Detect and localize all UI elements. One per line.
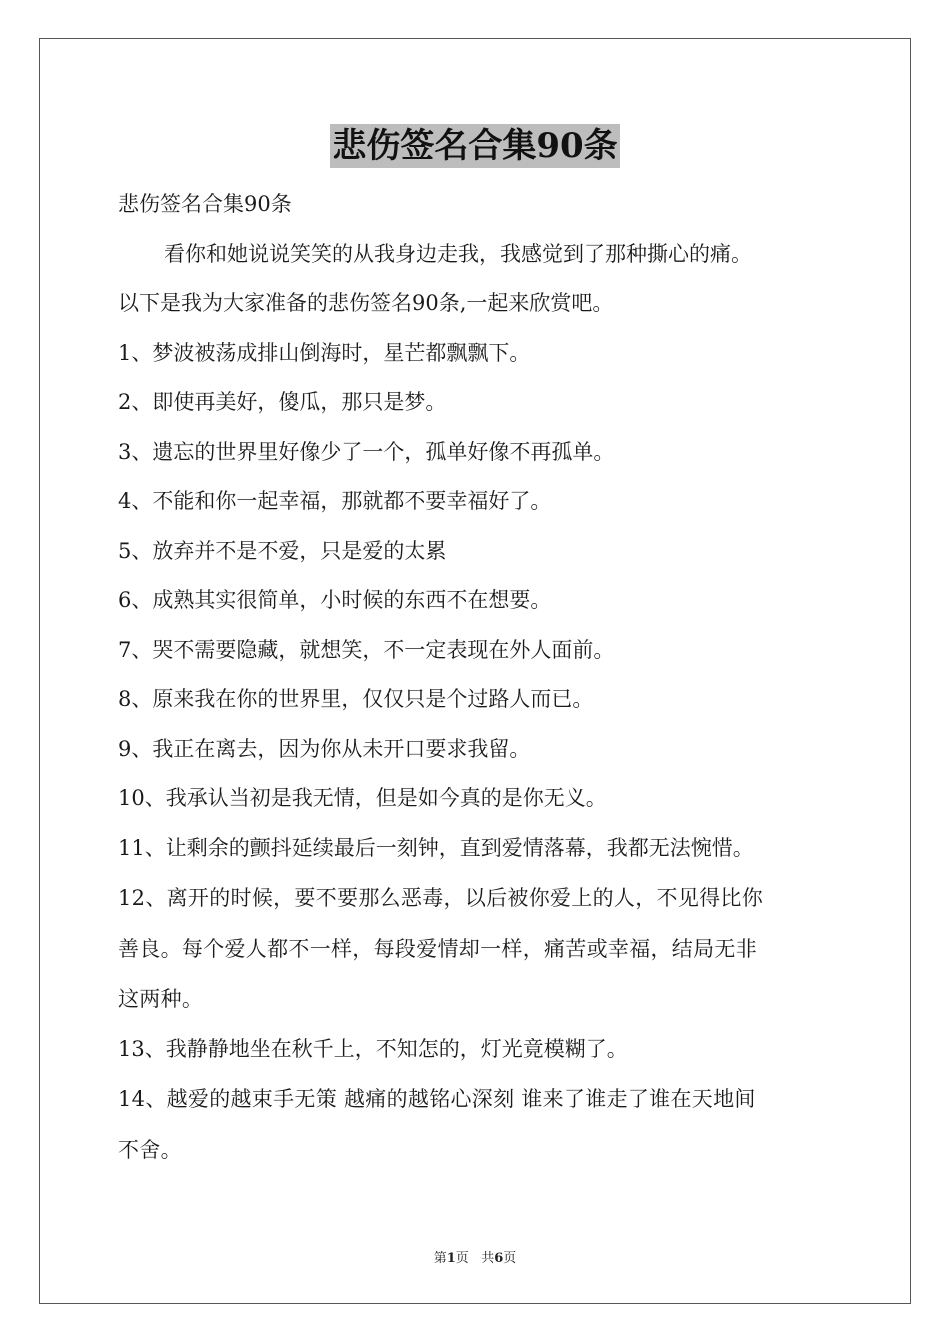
- list-item-12-line-1: 12、离开的时候，要不要那么恶毒，以后被你爱上的人，不见得比你: [118, 886, 764, 910]
- list-item: 13、我静静地坐在秋千上，不知怎的，灯光竟模糊了。: [118, 1036, 628, 1061]
- page-footer: [0, 1247, 950, 1266]
- list-item: 8、原来我在你的世界里，仅仅只是个过路人而已。: [118, 687, 594, 711]
- list-item: 4、不能和你一起幸福，那就都不要幸福好了。: [118, 489, 552, 513]
- list-item: 6、成熟其实很简单，小时候的东西不在想要。: [118, 588, 552, 612]
- list-item-12: [118, 873, 838, 1025]
- document-body: [118, 180, 838, 1175]
- intro-paragraph-line-1: 看你和她说说笑笑的从我身边走我，我感觉到了那种撕心的痛。: [164, 241, 752, 266]
- list-item: 2、即使再美好，傻瓜，那只是梦。: [118, 390, 447, 414]
- page-prefix: 第: [433, 1251, 447, 1266]
- document-title: 悲伤签名合集90条: [332, 126, 618, 166]
- total-prefix: 共: [481, 1251, 495, 1266]
- list-item: 11、让剩余的颤抖延续最后一刻钟，直到爱情落幕，我都无法惋惜。: [118, 835, 754, 860]
- list-item: 5、放弃并不是不爱，只是爱的太累: [118, 538, 447, 563]
- total-suffix: 页: [503, 1251, 517, 1266]
- list-item-14-line-2: 不舍。: [118, 1137, 182, 1162]
- title-container: [0, 124, 950, 168]
- page-suffix: 页: [455, 1251, 469, 1266]
- list-item: 1、梦波被荡成排山倒海时，星芒都飘飘下。: [118, 340, 531, 365]
- list-item: 3、遗忘的世界里好像少了一个，孤单好像不再孤单。: [118, 439, 615, 464]
- list-item: 9、我正在离去，因为你从未开口要求我留。: [118, 736, 531, 761]
- list-item-14-line-1: 14、越爱的越束手无策 越痛的越铭心深刻 谁来了谁走了谁在天地间: [118, 1087, 756, 1111]
- list-item-12-line-2: 善良。每个爱人都不一样，每段爱情却一样，痛苦或幸福，结局无非: [118, 936, 757, 961]
- list-item: 10、我承认当初是我无情，但是如今真的是你无义。: [118, 786, 607, 810]
- list-item-14: [118, 1074, 838, 1175]
- list-item-12-line-3: 这两种。: [118, 987, 204, 1011]
- page-number: 1: [446, 1251, 456, 1266]
- total-pages: 6: [494, 1251, 504, 1266]
- document-subtitle: 悲伤签名合集90条: [118, 192, 292, 216]
- list-item: 7、哭不需要隐藏，就想笑，不一定表现在外人面前。: [118, 637, 615, 662]
- intro-paragraph-line-2: 以下是我为大家准备的悲伤签名90条,一起来欣赏吧。: [118, 291, 614, 315]
